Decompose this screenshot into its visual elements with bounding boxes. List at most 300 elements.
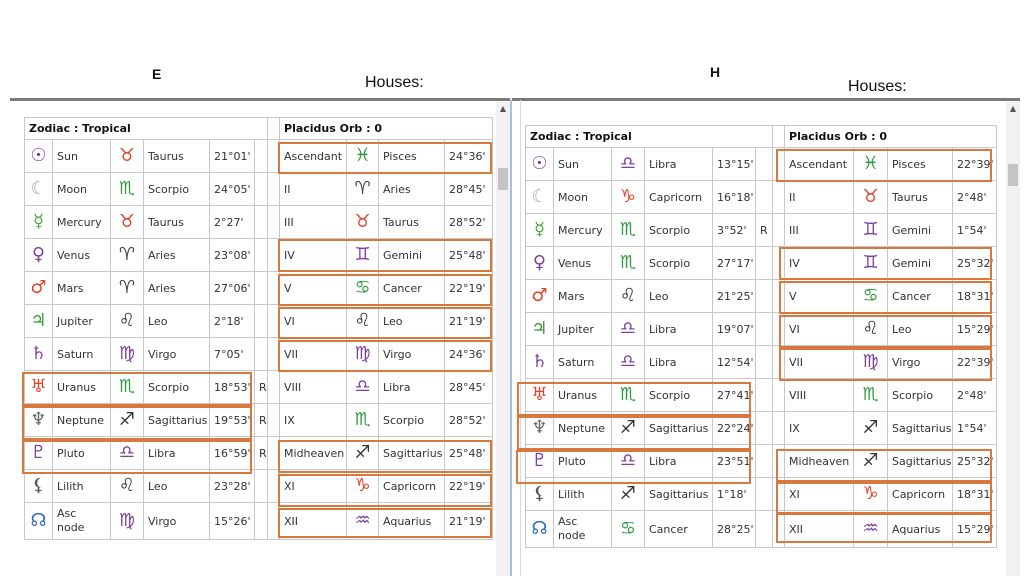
zodiac-sign-icon: ♍ bbox=[111, 503, 144, 540]
retrograde-flag: R bbox=[756, 214, 773, 247]
uranus-symbol-icon: ♅ bbox=[526, 379, 554, 412]
zodiac-sign-icon: ♋ bbox=[612, 511, 645, 548]
sign-name: Libra bbox=[645, 148, 713, 181]
planet-row bbox=[526, 445, 997, 478]
zodiac-sign-icon: ♎ bbox=[111, 437, 144, 470]
zodiac-sign-icon: ♓ bbox=[854, 148, 888, 181]
planet-name: Uranus bbox=[53, 371, 111, 404]
zodiac-sign-icon: ♓ bbox=[347, 140, 379, 173]
planet-row bbox=[526, 478, 997, 511]
zodiac-sign-icon: ♐ bbox=[111, 404, 144, 437]
lilith-symbol-icon: ⚸ bbox=[526, 478, 554, 511]
house-name: XI bbox=[785, 478, 854, 511]
sign-name: Taurus bbox=[144, 140, 210, 173]
planet-name: Mars bbox=[554, 280, 612, 313]
column-gap bbox=[268, 371, 280, 404]
planet-row bbox=[25, 140, 493, 173]
retrograde-flag bbox=[756, 181, 773, 214]
retrograde-flag bbox=[756, 412, 773, 445]
house-name: Ascendant bbox=[785, 148, 854, 181]
mercury-symbol-icon: ☿ bbox=[25, 206, 53, 239]
planet-row bbox=[526, 181, 997, 214]
zodiac-sign-icon: ♉ bbox=[111, 206, 144, 239]
degree-value: 28°25' bbox=[713, 511, 756, 548]
house-degree-value: 25°48' bbox=[445, 437, 493, 470]
house-name: V bbox=[785, 280, 854, 313]
house-degree-value: 2°48' bbox=[953, 379, 997, 412]
jupiter-symbol-icon: ♃ bbox=[526, 313, 554, 346]
placidus-header: Placidus Orb : 0 bbox=[280, 118, 493, 140]
zodiac-sign-icon: ♉ bbox=[111, 140, 144, 173]
house-degree-value: 28°52' bbox=[445, 404, 493, 437]
degree-value: 19°53' bbox=[210, 404, 255, 437]
saturn-symbol-icon: ♄ bbox=[25, 338, 53, 371]
retrograde-flag bbox=[255, 305, 268, 338]
retrograde-flag bbox=[255, 272, 268, 305]
planet-row bbox=[25, 503, 493, 540]
degree-value: 16°18' bbox=[713, 181, 756, 214]
panel-divider bbox=[510, 100, 512, 576]
planet-name: Lilith bbox=[53, 470, 111, 503]
degree-value: 21°25' bbox=[713, 280, 756, 313]
degree-value: 27°06' bbox=[210, 272, 255, 305]
sign-name: Cancer bbox=[645, 511, 713, 548]
planet-name: Moon bbox=[554, 181, 612, 214]
column-gap bbox=[773, 478, 785, 511]
zodiac-sign-icon: ♊ bbox=[854, 247, 888, 280]
node-symbol-icon: ☊ bbox=[526, 511, 554, 548]
zodiac-sign-icon: ♐ bbox=[854, 445, 888, 478]
house-degree-value: 28°45' bbox=[445, 173, 493, 206]
planet-row bbox=[526, 511, 997, 548]
zodiac-sign-icon: ♎ bbox=[612, 148, 645, 181]
house-name: Ascendant bbox=[280, 140, 347, 173]
house-name: XI bbox=[280, 470, 347, 503]
house-sign-name: Virgo bbox=[379, 338, 445, 371]
planet-row bbox=[526, 148, 997, 181]
sign-name: Scorpio bbox=[645, 214, 713, 247]
zodiac-sign-icon: ♎ bbox=[612, 346, 645, 379]
planet-name: Uranus bbox=[554, 379, 612, 412]
planet-row bbox=[25, 470, 493, 503]
planet-name: Sun bbox=[53, 140, 111, 173]
degree-value: 18°53' bbox=[210, 371, 255, 404]
column-gap bbox=[773, 280, 785, 313]
left-scrollbar-thumb[interactable] bbox=[498, 168, 508, 190]
neptune-symbol-icon: ♆ bbox=[526, 412, 554, 445]
lilith-symbol-icon: ⚸ bbox=[25, 470, 53, 503]
house-degree-value: 15°29' bbox=[953, 313, 997, 346]
degree-value: 1°18' bbox=[713, 478, 756, 511]
column-gap bbox=[773, 148, 785, 181]
pluto-symbol-icon: ♇ bbox=[526, 445, 554, 478]
scroll-up-arrow-icon[interactable]: ▲ bbox=[499, 104, 507, 113]
house-sign-name: Gemini bbox=[888, 247, 953, 280]
house-degree-value: 22°19' bbox=[445, 272, 493, 305]
venus-symbol-icon: ♀ bbox=[526, 247, 554, 280]
degree-value: 24°05' bbox=[210, 173, 255, 206]
planet-row bbox=[526, 412, 997, 445]
zodiac-header: Zodiac : Tropical bbox=[25, 118, 268, 140]
house-degree-value: 1°54' bbox=[953, 214, 997, 247]
planet-name: Mercury bbox=[53, 206, 111, 239]
sign-name: Leo bbox=[645, 280, 713, 313]
house-degree-value: 24°36' bbox=[445, 140, 493, 173]
planet-name: Venus bbox=[53, 239, 111, 272]
saturn-symbol-icon: ♄ bbox=[526, 346, 554, 379]
degree-value: 21°01' bbox=[210, 140, 255, 173]
retrograde-flag bbox=[255, 503, 268, 540]
degree-value: 13°15' bbox=[713, 148, 756, 181]
left-chart-table bbox=[24, 117, 493, 540]
sun-symbol-icon: ☉ bbox=[25, 140, 53, 173]
retrograde-flag bbox=[756, 379, 773, 412]
moon-symbol-icon: ☾ bbox=[526, 181, 554, 214]
left-scrollbar[interactable] bbox=[496, 102, 510, 576]
mercury-symbol-icon: ☿ bbox=[526, 214, 554, 247]
column-gap bbox=[773, 445, 785, 478]
zodiac-sign-icon: ♍ bbox=[347, 338, 379, 371]
planet-name: Pluto bbox=[53, 437, 111, 470]
zodiac-sign-icon: ♏ bbox=[612, 247, 645, 280]
sign-name: Sagittarius bbox=[645, 478, 713, 511]
sign-name: Aries bbox=[144, 272, 210, 305]
planet-row bbox=[526, 214, 997, 247]
retrograde-flag bbox=[756, 478, 773, 511]
house-sign-name: Capricorn bbox=[379, 470, 445, 503]
retrograde-flag bbox=[255, 338, 268, 371]
column-gap bbox=[268, 239, 280, 272]
house-degree-value: 25°32' bbox=[953, 445, 997, 478]
zodiac-sign-icon: ♎ bbox=[347, 371, 379, 404]
planet-name: Pluto bbox=[554, 445, 612, 478]
house-name: Midheaven bbox=[785, 445, 854, 478]
zodiac-header: Zodiac : Tropical bbox=[526, 126, 773, 148]
house-sign-name: Aquarius bbox=[379, 503, 445, 540]
zodiac-sign-icon: ♌ bbox=[854, 313, 888, 346]
retrograde-flag bbox=[255, 173, 268, 206]
column-gap bbox=[773, 346, 785, 379]
degree-value: 27°17' bbox=[713, 247, 756, 280]
house-sign-name: Leo bbox=[379, 305, 445, 338]
house-name: Midheaven bbox=[280, 437, 347, 470]
column-gap bbox=[268, 470, 280, 503]
retrograde-flag bbox=[756, 445, 773, 478]
planet-name: Saturn bbox=[554, 346, 612, 379]
chart-label-h: H bbox=[710, 64, 721, 80]
house-name: IV bbox=[280, 239, 347, 272]
house-degree-value: 24°36' bbox=[445, 338, 493, 371]
zodiac-sign-icon: ♐ bbox=[612, 478, 645, 511]
planet-row bbox=[25, 206, 493, 239]
retrograde-flag bbox=[756, 511, 773, 548]
retrograde-flag bbox=[756, 247, 773, 280]
pluto-symbol-icon: ♇ bbox=[25, 437, 53, 470]
chart-label-e: E bbox=[152, 66, 162, 82]
planet-name: Jupiter bbox=[53, 305, 111, 338]
degree-value: 16°59' bbox=[210, 437, 255, 470]
column-gap bbox=[773, 511, 785, 548]
node-symbol-icon: ☊ bbox=[25, 503, 53, 540]
sign-name: Sagittarius bbox=[645, 412, 713, 445]
sign-name: Sagittarius bbox=[144, 404, 210, 437]
zodiac-sign-icon: ♋ bbox=[854, 280, 888, 313]
zodiac-sign-icon: ♉ bbox=[347, 206, 379, 239]
sign-name: Leo bbox=[144, 305, 210, 338]
zodiac-sign-icon: ♈ bbox=[111, 272, 144, 305]
house-sign-name: Taurus bbox=[888, 181, 953, 214]
zodiac-sign-icon: ♌ bbox=[612, 280, 645, 313]
planet-row bbox=[526, 247, 997, 280]
zodiac-sign-icon: ♏ bbox=[111, 371, 144, 404]
right-panel-edge bbox=[520, 100, 521, 576]
retrograde-flag bbox=[756, 346, 773, 379]
house-name: VIII bbox=[280, 371, 347, 404]
house-degree-value: 2°48' bbox=[953, 181, 997, 214]
degree-value: 27°41' bbox=[713, 379, 756, 412]
retrograde-flag: R bbox=[255, 437, 268, 470]
house-name: VI bbox=[785, 313, 854, 346]
zodiac-sign-icon: ♑ bbox=[347, 470, 379, 503]
retrograde-flag bbox=[756, 148, 773, 181]
zodiac-sign-icon: ♉ bbox=[854, 181, 888, 214]
degree-value: 12°54' bbox=[713, 346, 756, 379]
zodiac-sign-icon: ♒ bbox=[347, 503, 379, 540]
sign-name: Virgo bbox=[144, 338, 210, 371]
column-gap bbox=[268, 305, 280, 338]
house-name: V bbox=[280, 272, 347, 305]
house-degree-value: 22°39' bbox=[953, 346, 997, 379]
sign-name: Leo bbox=[144, 470, 210, 503]
planet-name: Venus bbox=[554, 247, 612, 280]
zodiac-sign-icon: ♏ bbox=[111, 173, 144, 206]
house-sign-name: Scorpio bbox=[379, 404, 445, 437]
zodiac-sign-icon: ♈ bbox=[111, 239, 144, 272]
column-gap bbox=[268, 437, 280, 470]
house-name: III bbox=[785, 214, 854, 247]
house-degree-value: 18°31' bbox=[953, 478, 997, 511]
zodiac-sign-icon: ♊ bbox=[347, 239, 379, 272]
house-name: III bbox=[280, 206, 347, 239]
column-gap bbox=[773, 126, 785, 148]
planet-name: Neptune bbox=[554, 412, 612, 445]
house-name: IX bbox=[785, 412, 854, 445]
scroll-up-arrow-icon[interactable]: ▲ bbox=[1009, 104, 1017, 113]
houses-label-right: Houses: bbox=[848, 78, 907, 95]
planet-row bbox=[25, 272, 493, 305]
house-sign-name: Virgo bbox=[888, 346, 953, 379]
house-name: XII bbox=[280, 503, 347, 540]
house-sign-name: Pisces bbox=[888, 148, 953, 181]
planet-name: Jupiter bbox=[554, 313, 612, 346]
right-scrollbar-thumb[interactable] bbox=[1008, 164, 1018, 186]
planet-name: Lilith bbox=[554, 478, 612, 511]
house-name: VIII bbox=[785, 379, 854, 412]
house-sign-name: Libra bbox=[379, 371, 445, 404]
house-name: VII bbox=[785, 346, 854, 379]
zodiac-sign-icon: ♐ bbox=[347, 437, 379, 470]
house-degree-value: 28°45' bbox=[445, 371, 493, 404]
zodiac-sign-icon: ♊ bbox=[854, 214, 888, 247]
planet-row bbox=[526, 379, 997, 412]
house-sign-name: Sagittarius bbox=[888, 412, 953, 445]
planet-row bbox=[526, 280, 997, 313]
column-gap bbox=[268, 140, 280, 173]
degree-value: 3°52' bbox=[713, 214, 756, 247]
house-degree-value: 25°48' bbox=[445, 239, 493, 272]
house-sign-name: Aries bbox=[379, 173, 445, 206]
retrograde-flag bbox=[255, 239, 268, 272]
house-sign-name: Pisces bbox=[379, 140, 445, 173]
planet-name: Mercury bbox=[554, 214, 612, 247]
degree-value: 7°05' bbox=[210, 338, 255, 371]
planet-row bbox=[526, 313, 997, 346]
retrograde-flag bbox=[255, 140, 268, 173]
zodiac-sign-icon: ♎ bbox=[612, 313, 645, 346]
sign-name: Scorpio bbox=[144, 371, 210, 404]
house-sign-name: Aquarius bbox=[888, 511, 953, 548]
column-gap bbox=[268, 503, 280, 540]
sign-name: Libra bbox=[645, 445, 713, 478]
planet-name: Asc node bbox=[53, 503, 111, 540]
planet-row bbox=[25, 173, 493, 206]
zodiac-sign-icon: ♎ bbox=[612, 445, 645, 478]
sign-name: Aries bbox=[144, 239, 210, 272]
zodiac-sign-icon: ♏ bbox=[347, 404, 379, 437]
house-name: VII bbox=[280, 338, 347, 371]
retrograde-flag bbox=[756, 313, 773, 346]
column-gap bbox=[773, 181, 785, 214]
house-name: II bbox=[280, 173, 347, 206]
house-name: IX bbox=[280, 404, 347, 437]
planet-row bbox=[25, 371, 493, 404]
degree-value: 2°27' bbox=[210, 206, 255, 239]
sign-name: Libra bbox=[645, 313, 713, 346]
planet-row bbox=[25, 305, 493, 338]
sign-name: Libra bbox=[645, 346, 713, 379]
sign-name: Scorpio bbox=[645, 247, 713, 280]
column-gap bbox=[268, 173, 280, 206]
house-sign-name: Gemini bbox=[379, 239, 445, 272]
house-name: VI bbox=[280, 305, 347, 338]
zodiac-sign-icon: ♑ bbox=[854, 478, 888, 511]
zodiac-sign-icon: ♌ bbox=[111, 305, 144, 338]
house-degree-value: 22°39' bbox=[953, 148, 997, 181]
retrograde-flag bbox=[255, 470, 268, 503]
column-gap bbox=[773, 379, 785, 412]
degree-value: 2°18' bbox=[210, 305, 255, 338]
planet-name: Asc node bbox=[554, 511, 612, 548]
uranus-symbol-icon: ♅ bbox=[25, 371, 53, 404]
zodiac-sign-icon: ♌ bbox=[347, 305, 379, 338]
column-gap bbox=[268, 404, 280, 437]
zodiac-sign-icon: ♐ bbox=[854, 412, 888, 445]
house-sign-name: Cancer bbox=[379, 272, 445, 305]
left-window-top-border bbox=[10, 98, 510, 101]
house-degree-value: 1°54' bbox=[953, 412, 997, 445]
sign-name: Libra bbox=[144, 437, 210, 470]
column-gap bbox=[773, 412, 785, 445]
planet-row bbox=[25, 404, 493, 437]
house-degree-value: 18°31' bbox=[953, 280, 997, 313]
column-gap bbox=[268, 206, 280, 239]
house-degree-value: 25°32' bbox=[953, 247, 997, 280]
placidus-header: Placidus Orb : 0 bbox=[785, 126, 997, 148]
moon-symbol-icon: ☾ bbox=[25, 173, 53, 206]
house-degree-value: 28°52' bbox=[445, 206, 493, 239]
column-gap bbox=[773, 313, 785, 346]
column-gap bbox=[773, 247, 785, 280]
right-chart-table bbox=[525, 125, 997, 548]
house-sign-name: Sagittarius bbox=[888, 445, 953, 478]
zodiac-sign-icon: ♏ bbox=[854, 379, 888, 412]
zodiac-sign-icon: ♍ bbox=[854, 346, 888, 379]
house-sign-name: Taurus bbox=[379, 206, 445, 239]
planet-row bbox=[25, 437, 493, 470]
house-degree-value: 21°19' bbox=[445, 503, 493, 540]
retrograde-flag bbox=[756, 280, 773, 313]
degree-value: 15°26' bbox=[210, 503, 255, 540]
mars-symbol-icon: ♂ bbox=[25, 272, 53, 305]
degree-value: 23°51' bbox=[713, 445, 756, 478]
house-sign-name: Capricorn bbox=[888, 478, 953, 511]
column-gap bbox=[268, 272, 280, 305]
house-degree-value: 15°29' bbox=[953, 511, 997, 548]
house-sign-name: Scorpio bbox=[888, 379, 953, 412]
zodiac-sign-icon: ♋ bbox=[347, 272, 379, 305]
house-sign-name: Gemini bbox=[888, 214, 953, 247]
planet-name: Saturn bbox=[53, 338, 111, 371]
degree-value: 22°24' bbox=[713, 412, 756, 445]
sign-name: Scorpio bbox=[144, 173, 210, 206]
zodiac-sign-icon: ♐ bbox=[612, 412, 645, 445]
planet-row bbox=[25, 239, 493, 272]
zodiac-sign-icon: ♒ bbox=[854, 511, 888, 548]
right-scrollbar[interactable] bbox=[1006, 102, 1020, 576]
zodiac-sign-icon: ♈ bbox=[347, 173, 379, 206]
house-degree-value: 21°19' bbox=[445, 305, 493, 338]
mars-symbol-icon: ♂ bbox=[526, 280, 554, 313]
house-sign-name: Cancer bbox=[888, 280, 953, 313]
planet-name: Mars bbox=[53, 272, 111, 305]
house-degree-value: 22°19' bbox=[445, 470, 493, 503]
house-name: XII bbox=[785, 511, 854, 548]
house-sign-name: Leo bbox=[888, 313, 953, 346]
zodiac-sign-icon: ♍ bbox=[111, 338, 144, 371]
sign-name: Scorpio bbox=[645, 379, 713, 412]
retrograde-flag bbox=[255, 206, 268, 239]
house-name: II bbox=[785, 181, 854, 214]
zodiac-sign-icon: ♌ bbox=[111, 470, 144, 503]
sign-name: Virgo bbox=[144, 503, 210, 540]
sun-symbol-icon: ☉ bbox=[526, 148, 554, 181]
sign-name: Capricorn bbox=[645, 181, 713, 214]
venus-symbol-icon: ♀ bbox=[25, 239, 53, 272]
degree-value: 19°07' bbox=[713, 313, 756, 346]
planet-row bbox=[25, 338, 493, 371]
column-gap bbox=[773, 214, 785, 247]
degree-value: 23°28' bbox=[210, 470, 255, 503]
zodiac-sign-icon: ♑ bbox=[612, 181, 645, 214]
zodiac-sign-icon: ♏ bbox=[612, 379, 645, 412]
retrograde-flag: R bbox=[255, 404, 268, 437]
sign-name: Taurus bbox=[144, 206, 210, 239]
planet-name: Neptune bbox=[53, 404, 111, 437]
planet-name: Sun bbox=[554, 148, 612, 181]
planet-row bbox=[526, 346, 997, 379]
zodiac-sign-icon: ♏ bbox=[612, 214, 645, 247]
right-window-top-border bbox=[512, 98, 1020, 101]
